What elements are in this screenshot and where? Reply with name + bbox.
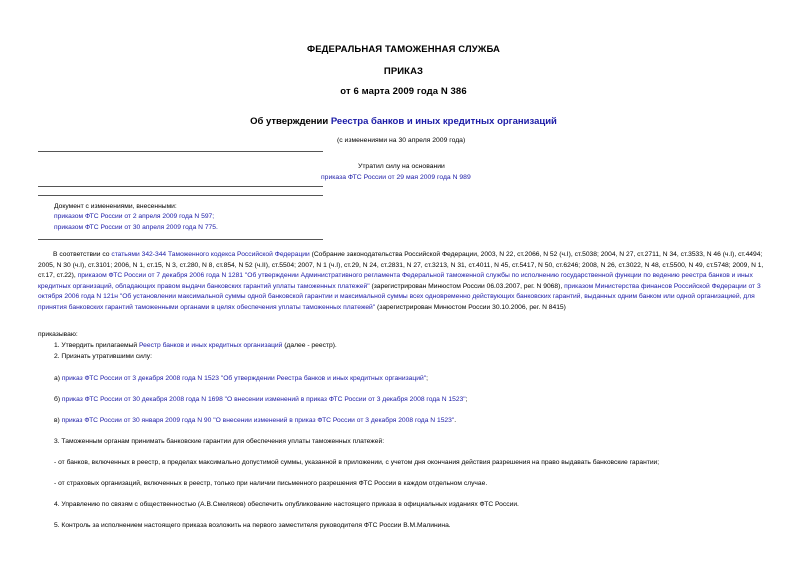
item-text: а) bbox=[54, 375, 62, 382]
item-text: ; bbox=[465, 396, 468, 403]
item-3: 3. Таможенным органам принимать банковские гарантии для обеспечения уплаты таможенных платежей: bbox=[54, 438, 385, 445]
item-5: 5. Контроль за исполнением настоящего приказа возложить на первого заместителя руководителя ФТС России В.М.Малинина. bbox=[54, 522, 451, 529]
repeal-order-link[interactable]: приказа ФТС России от 29 мая 2009 года N 989 bbox=[321, 174, 471, 181]
divider bbox=[38, 151, 323, 152]
item-text: ; bbox=[426, 375, 428, 382]
change-link-1[interactable]: приказом ФТС России от 2 апреля 2009 года N 597; bbox=[54, 213, 215, 220]
order-90-link[interactable]: приказ ФТС России от 30 января 2009 года N 90 "О внесении изменений в приказ ФТС России от 3 декабря 2008 года N 1523" bbox=[61, 417, 455, 424]
amended-note: (с изменениями на 30 апреля 2009 года) bbox=[337, 137, 466, 144]
title-registry-link[interactable]: Реестра банков и иных кредитных организаций bbox=[330, 116, 557, 127]
preamble-text: (Собрание законодательства Российской Федерации, 2003, N 22, ст.2066, N 52 (ч.I), ст.5038; 2004, N 27, ст.2711, N 34, ст.3533, N 46 (ч.I), ст.4494; 2005, N 30 (ч.I), ст.3101; 2006, N 1, ст.15, N 3, ст.280, N 8, ст.854, N 52 (ч.II), ст.5504; 2007, N 1 (ч.I), ст.29, N 24, ст.2831, N 27, ст.3213, N 31, ст.4011, N 45, ст.5417, N 50, ст.6246; 2008, N 26, ст.3022, N 48, ст.5500, N 49, ст.5748; 2009, N 1, ст.17, ст.22), bbox=[38, 251, 764, 280]
preamble-text: (зарегистрирован Минюстом России 06.03.2007, рег. N 9068), bbox=[369, 282, 565, 290]
item-2c bbox=[54, 416, 456, 426]
divider bbox=[38, 186, 323, 187]
item-1 bbox=[54, 341, 337, 351]
item-text: в) bbox=[54, 417, 62, 424]
item-text: б) bbox=[54, 396, 62, 403]
divider bbox=[38, 239, 323, 240]
doc-type: ПРИКАЗ bbox=[383, 66, 424, 77]
divider bbox=[38, 195, 323, 196]
item-2: 2. Признать утратившими силу: bbox=[54, 353, 152, 360]
changes-label: Документ с изменениями, внесенными: bbox=[54, 203, 177, 210]
item-3-bullet-1: - от банков, включенных в реестр, в пределах максимально допустимой суммы, указанной в приложении, с учетом дня окончания действия разрешения на право выдавать банковские гарантии; bbox=[54, 459, 660, 466]
item-2a bbox=[54, 374, 428, 384]
item-4: 4. Управлению по связям с общественностью (А.В.Смеляков) обеспечить опубликование настоящего приказа в официальных изданиях ФТС России. bbox=[54, 501, 519, 508]
agency-name: ФЕДЕРАЛЬНАЯ ТАМОЖЕННАЯ СЛУЖБА bbox=[307, 44, 500, 55]
order-word: приказываю: bbox=[38, 331, 78, 338]
customs-code-link[interactable]: статьями 342-344 Таможенного кодекса Российской Федерации bbox=[111, 251, 310, 258]
change-link-2[interactable]: приказом ФТС России от 30 апреля 2009 года N 775. bbox=[54, 224, 218, 231]
preamble-paragraph bbox=[38, 250, 778, 314]
title-prefix: Об утверждении bbox=[250, 116, 329, 127]
page-title bbox=[0, 116, 807, 127]
registry-link[interactable]: Реестр банков и иных кредитных организаций bbox=[138, 342, 283, 349]
minfin-order-link[interactable]: приказом Министерства финансов Российской Федерации от 3 октября 2006 года N 121н "Об установлении максимальной суммы одной банковской гарантии и максимальной суммы всех одновременно действующих банковских гарантий, выданных одним банком или одной организацией, для принятия банковских гарантий таможенными органами в целях обеспечения уплаты таможенных платежей" bbox=[38, 282, 761, 311]
status-text: Утратил силу на основании bbox=[358, 163, 445, 170]
preamble-text: В соответствии со bbox=[53, 251, 112, 258]
preamble-text: (зарегистрирован Минюстом России 30.10.2006, рег. N 8415) bbox=[375, 303, 566, 311]
order-1523-link[interactable]: приказ ФТС России от 3 декабря 2008 года N 1523 "Об утверждении Реестра банков и иных кредитных организаций" bbox=[61, 375, 427, 382]
order-1281-link[interactable]: приказом ФТС России от 7 декабря 2006 года N 1281 "Об утверждении Административного регламента Федеральной таможенной службы по исполнению государственной функции по ведению реестра банков и иных кредитных организаций, обладающих правом выдачи банковских гарантий уплаты таможенных платежей" bbox=[38, 272, 753, 290]
item-3-bullet-2: - от страховых организаций, включенных в реестр, только при наличии письменного разрешения ФТС России в каждом отдельном случае. bbox=[54, 480, 488, 487]
item-text: 1. Утвердить прилагаемый bbox=[54, 342, 139, 349]
doc-date-number: от 6 марта 2009 года N 386 bbox=[340, 86, 467, 97]
item-2b bbox=[54, 395, 468, 405]
item-text: . bbox=[454, 417, 457, 424]
item-text: (далее - реестр). bbox=[282, 342, 337, 349]
order-1698-link[interactable]: приказ ФТС России от 30 декабря 2008 года N 1698 "О внесении изменений в приказ ФТС России от 3 декабря 2008 года N 1523" bbox=[61, 396, 466, 403]
